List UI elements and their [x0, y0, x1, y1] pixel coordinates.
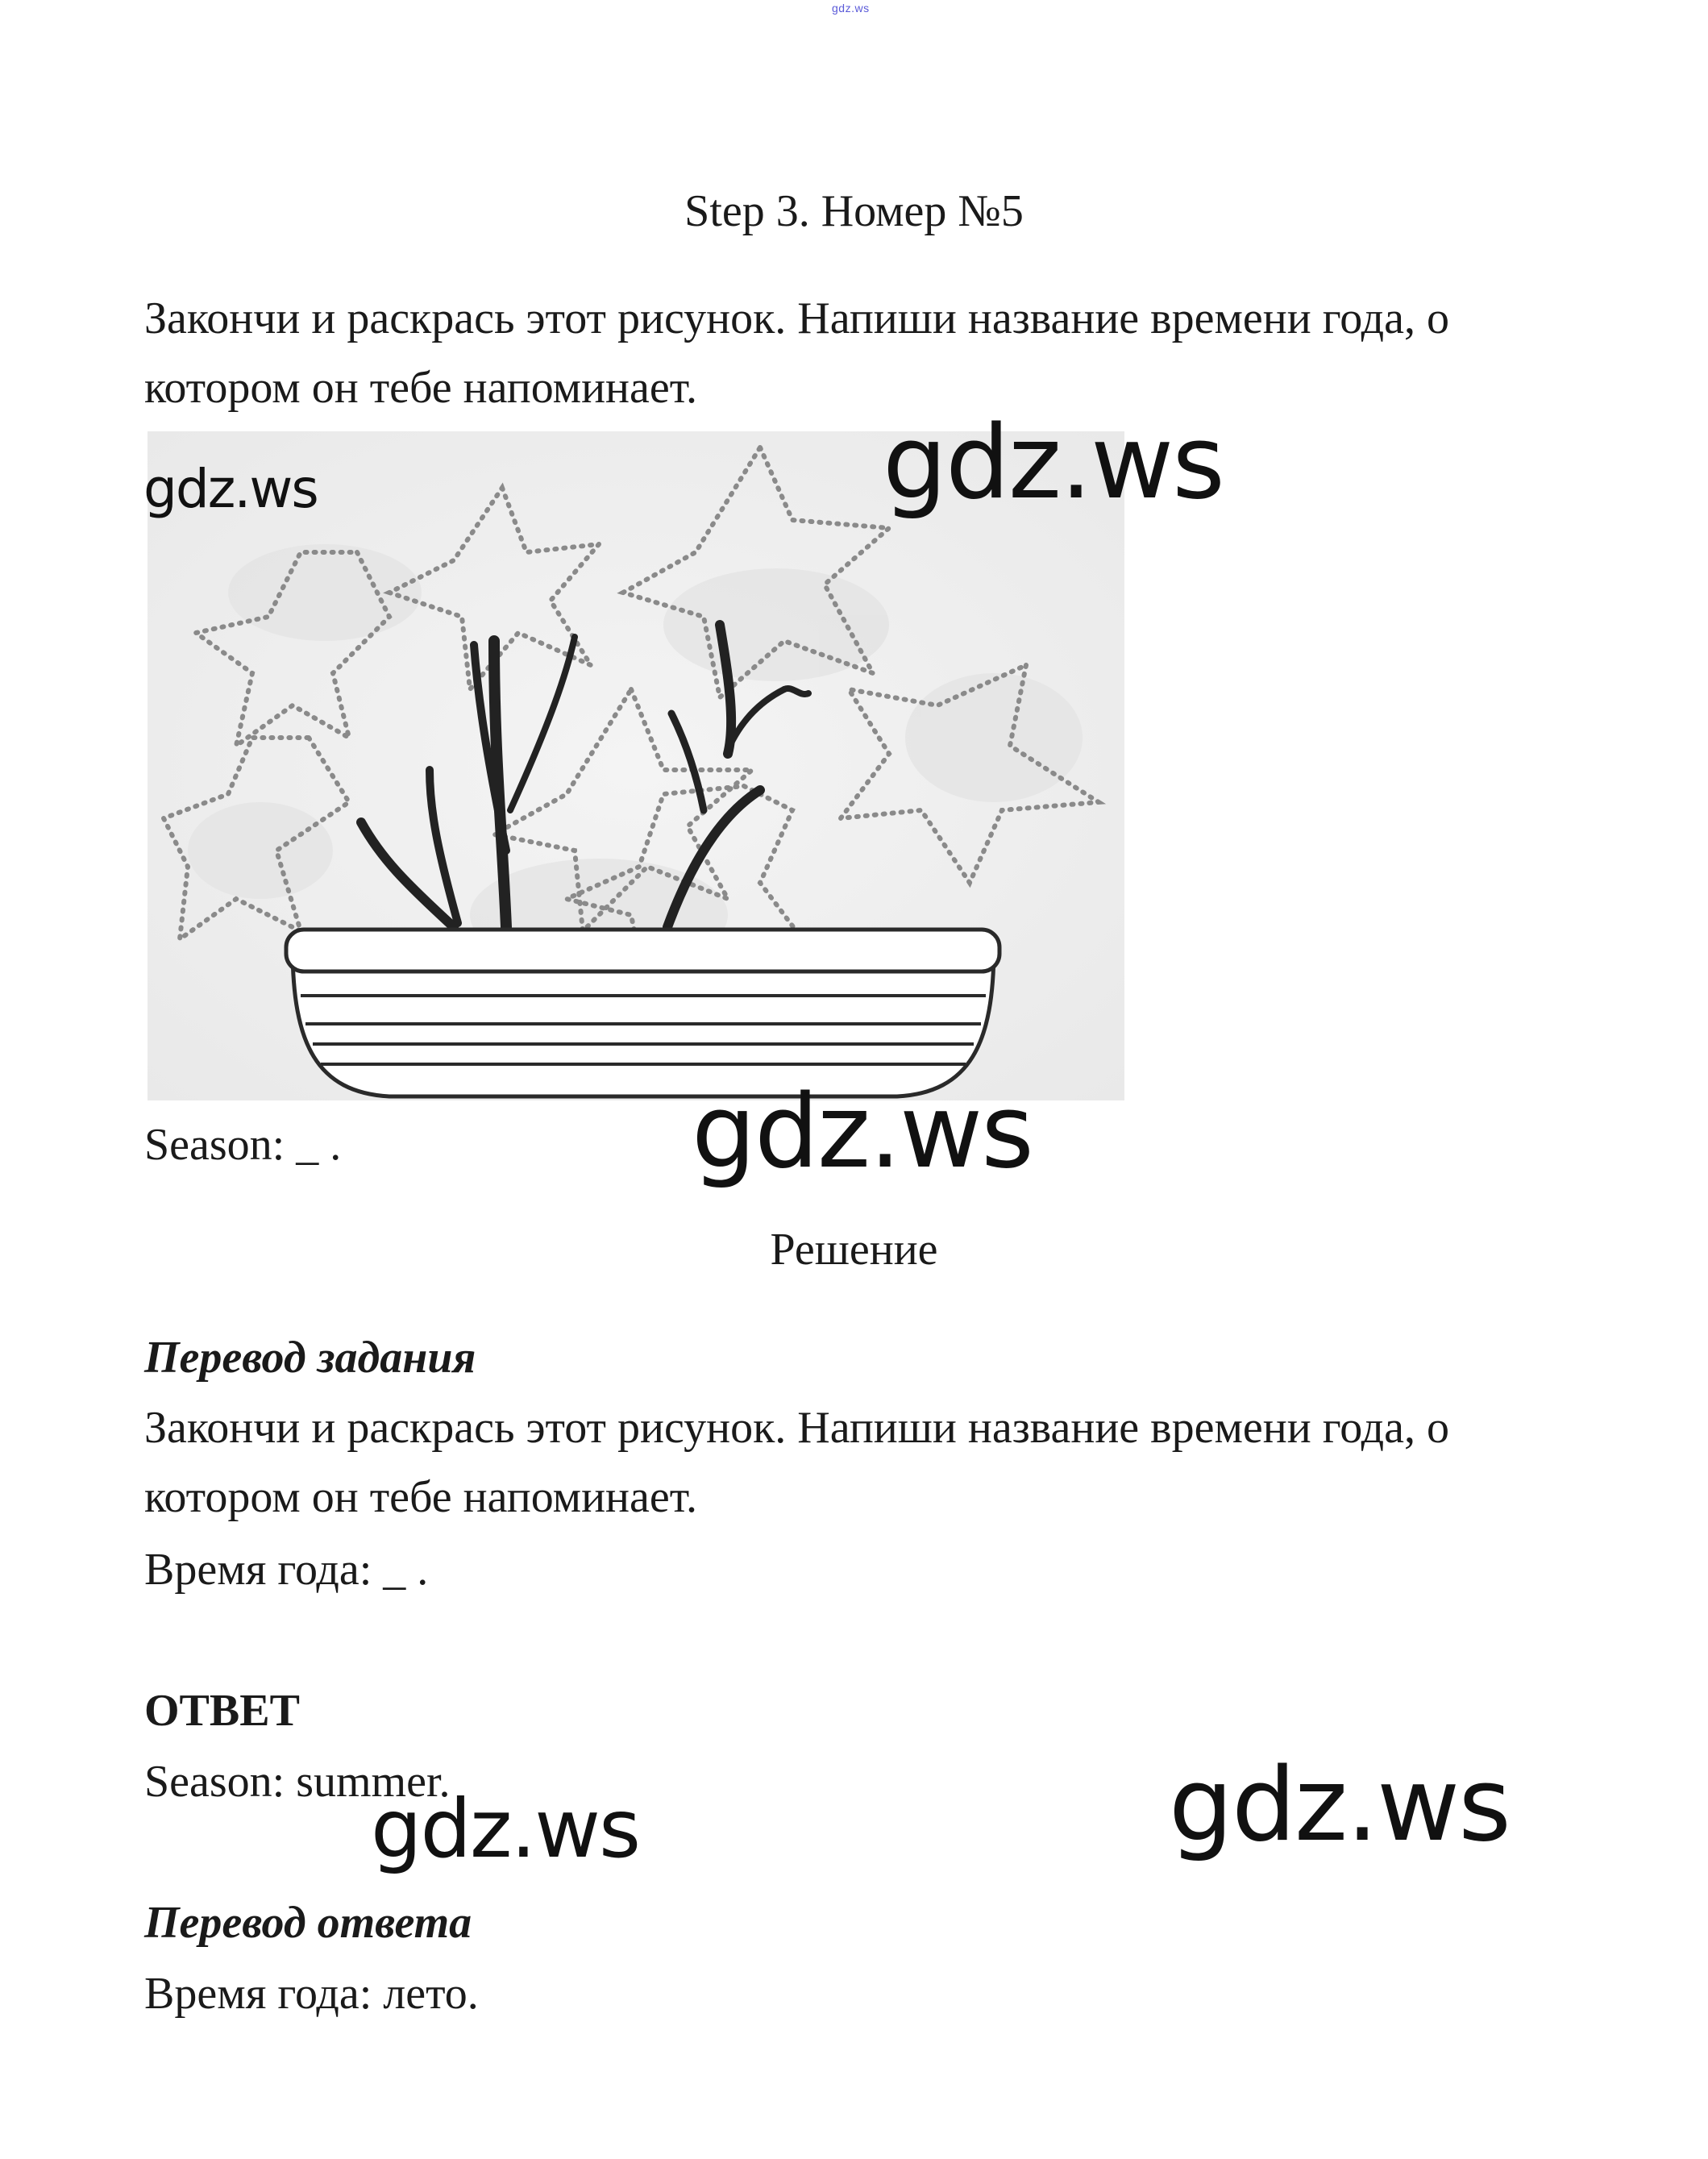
translation-season: Время года: _ . — [144, 1545, 429, 1595]
page-title: Step 3. Номер №5 — [684, 186, 1024, 236]
season-prompt: Season: _ . — [144, 1120, 342, 1170]
answer-heading: ОТВЕТ — [144, 1686, 300, 1736]
watermark: gdz.ws — [1169, 1745, 1510, 1864]
bowl-rim — [286, 930, 999, 971]
flower-pot-drawing — [148, 431, 1124, 1100]
translation-heading: Перевод задания — [144, 1333, 476, 1383]
answer-translation-text: Время года: лето. — [144, 1969, 479, 2019]
translation-text: Закончи и раскрась этот рисунок. Напиши название времени года, о котором он тебе напоминает. — [144, 1403, 1449, 1522]
watermark: gdz.ws — [143, 458, 318, 520]
flower-bowl — [286, 930, 999, 1096]
task-text: Закончи и раскрась этот рисунок. Напиши название времени года, о котором он тебе напоминает. — [144, 293, 1449, 413]
answer-text: Season: summer. — [144, 1757, 451, 1807]
solution-heading: Решение — [770, 1225, 938, 1275]
answer-translation-heading: Перевод ответа — [144, 1898, 472, 1948]
watermark: gdz.ws — [692, 1072, 1033, 1191]
watermark: gdz.ws — [371, 1782, 640, 1876]
top-watermark: gdz.ws — [832, 2, 870, 15]
watermark: gdz.ws — [883, 403, 1224, 522]
